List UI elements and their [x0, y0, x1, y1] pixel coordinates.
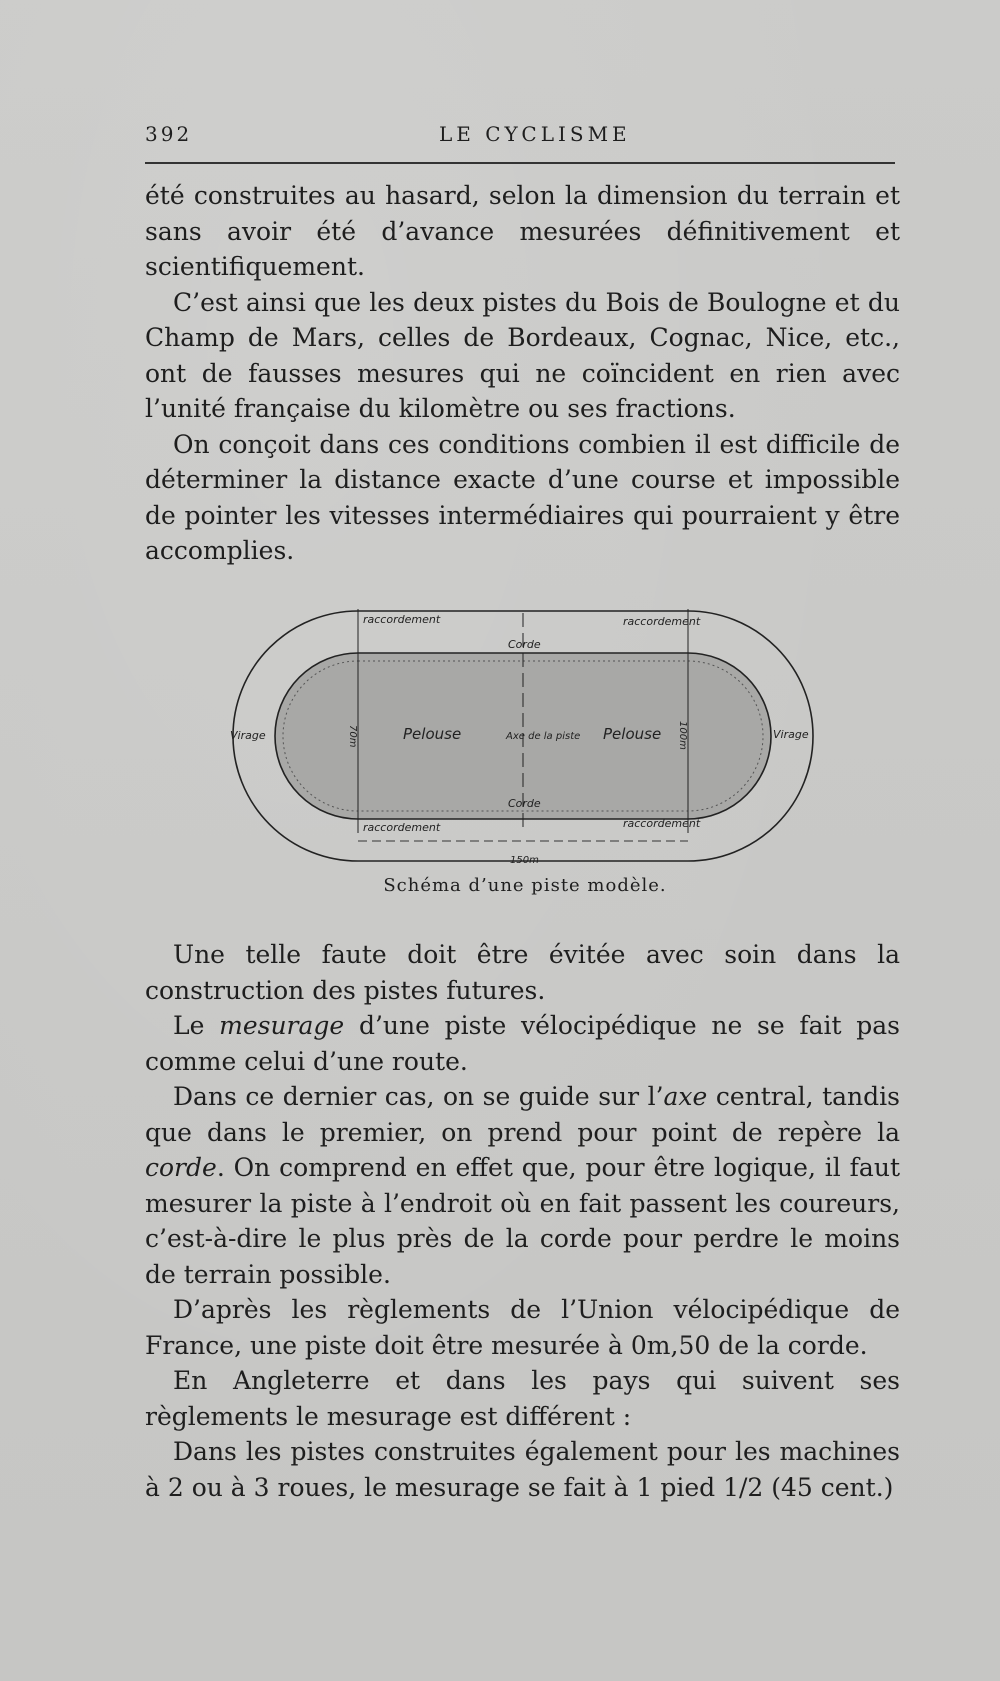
label-dim-right: 100m	[677, 721, 688, 750]
bottom-text	[145, 937, 900, 1505]
header-rule	[145, 162, 895, 164]
paragraph-8: En Angleterre et dans les pays qui suivent ses règlements le mesurage est différent :	[145, 1366, 900, 1431]
label-virage-right: Virage	[773, 728, 809, 741]
label-corde-bottom: Corde	[508, 797, 541, 810]
diagram-caption: Schéma d’une piste modèle.	[383, 875, 667, 896]
paragraph-3: On conçoit dans ces conditions combien il est difficile de déterminer la distance exacte d’une course et impossible de pointer les vitesses intermédiaires qui pourraient y être accomplies.	[145, 429, 900, 565]
paragraph-7: D’après les règlements de l’Union vélocipédique de France, une piste doit être mesurée à 0m,50 de la corde.	[145, 1295, 900, 1360]
label-raccordement-tl: raccordement	[363, 613, 441, 626]
paragraph-4: Une telle faute doit être évitée avec soin dans la construction des pistes futures.	[145, 940, 900, 1005]
label-raccordement-br: raccordement	[623, 817, 701, 830]
track-diagram	[228, 603, 818, 868]
label-pelouse-right: Pelouse	[603, 725, 662, 743]
label-axe: Axe de la piste	[506, 731, 581, 742]
paragraph-9: Dans les pistes construites également pour les machines à 2 ou à 3 roues, le mesurage se fait à 1 pied 1/2 (45 cent.)	[145, 1437, 900, 1502]
label-pelouse-left: Pelouse	[403, 725, 462, 743]
label-raccordement-bl: raccordement	[363, 821, 441, 834]
label-corde-top: Corde	[508, 638, 541, 651]
paragraph-6: Dans ce dernier cas, on se guide sur l’axe central, tandis que dans le premier, on prend pour point de repère la corde. On comprend en effet que, pour être logique, il faut mesurer la piste à l’endroit où en fait passent les coureurs, c’est-à-dire le plus près de la corde pour perdre le moins de terrain possible.	[145, 1082, 900, 1289]
label-virage-left: Virage	[230, 729, 266, 742]
running-title: LE CYCLISME	[439, 122, 631, 146]
term-axe: axe	[663, 1082, 708, 1111]
page-header	[145, 122, 895, 150]
label-dim-left: 70m	[347, 725, 358, 748]
page-number: 392	[145, 122, 193, 146]
label-raccordement-tr: raccordement	[623, 615, 701, 628]
term-corde: corde	[145, 1153, 217, 1182]
paragraph-5: Le mesurage d’une piste vélocipédique ne se fait pas comme celui d’une route.	[145, 1011, 900, 1076]
term-mesurage: mesurage	[219, 1011, 345, 1040]
label-dim-bottom: 150m	[510, 855, 539, 866]
top-text	[145, 178, 900, 569]
paragraph-2: C’est ainsi que les deux pistes du Bois de Boulogne et du Champ de Mars, celles de Bordeaux, Cognac, Nice, etc., ont de fausses mesures qui ne coïncident en rien avec l’unité française du kilomètre ou ses fractions.	[145, 287, 900, 423]
paragraph-1: été construites au hasard, selon la dimension du terrain et sans avoir été d’avance mesurées définitivement et scientifiquement.	[145, 181, 900, 281]
